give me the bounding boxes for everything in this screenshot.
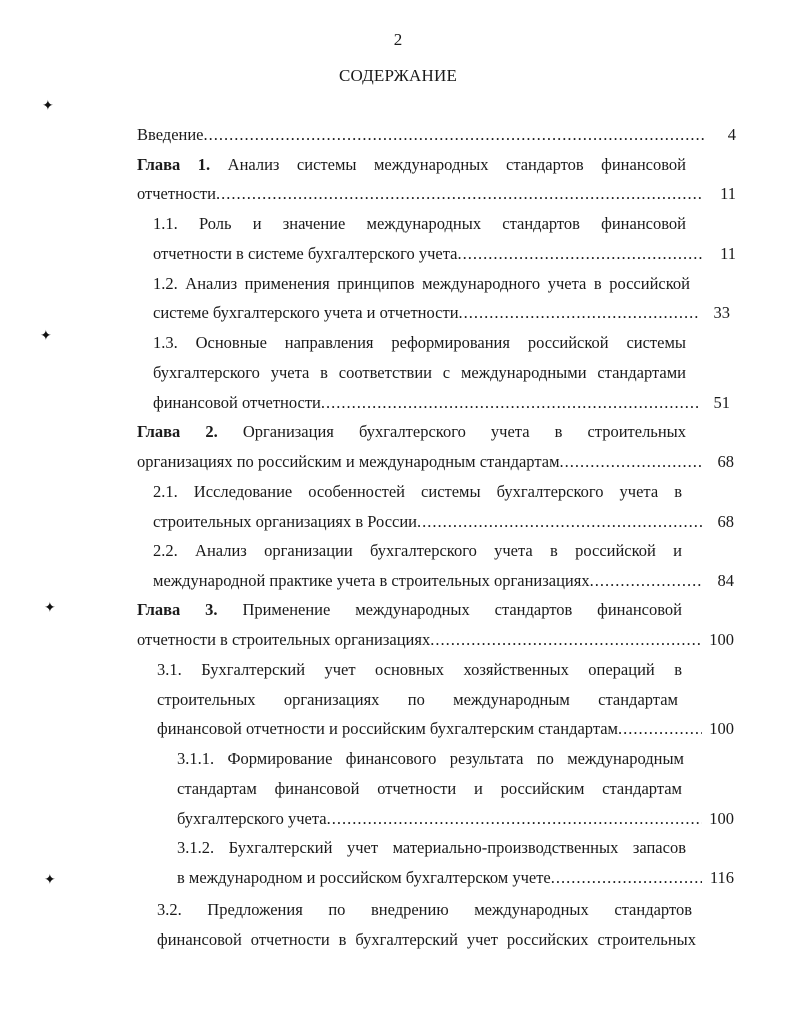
toc-label: строительных организациях по международным стандартам — [157, 690, 678, 709]
toc-label: Организация бухгалтерского учета в строительных — [242, 422, 687, 441]
toc-leader — [551, 867, 702, 889]
toc-entry-section-3-1-1-cont — [177, 778, 682, 800]
toc-entry-section-3-2-cont — [157, 929, 696, 951]
toc-entry-chapter-2-cont — [137, 451, 734, 473]
toc-label: международной практике учета в строительных организациях — [153, 571, 590, 590]
scan-mark-2: ✦ — [40, 329, 52, 344]
toc-label: бухгалтерского учета — [177, 809, 327, 828]
toc-leader — [618, 718, 702, 740]
toc-page-number: 68 — [717, 512, 734, 531]
toc-label: отчетности в строительных организациях — [137, 630, 431, 649]
toc-label: отчетности — [137, 184, 216, 203]
toc-entry-chapter-2[interactable] — [137, 421, 686, 443]
toc-label: финансовой отчетности и российским бухгалтерским стандартам — [157, 719, 619, 738]
toc-page-number: 116 — [709, 868, 734, 887]
toc-label: бухгалтерского учета в соответствии с международными стандартами — [153, 363, 686, 382]
toc-label: Введение — [137, 125, 204, 144]
toc-leader — [417, 511, 702, 533]
toc-label: финансовой отчетности в бухгалтерский учет российских строительных — [157, 930, 696, 949]
toc-leader — [590, 570, 702, 592]
toc-entry-section-2-1-cont — [153, 511, 734, 533]
toc-entry-section-1-3[interactable] — [153, 332, 686, 354]
toc-entry-chapter-1-cont — [137, 183, 736, 205]
toc-entry-section-3-1-cont — [157, 689, 678, 711]
toc-page-number: 100 — [709, 719, 734, 738]
page-title: СОДЕРЖАНИЕ — [338, 66, 458, 85]
toc-label: Применение международных стандартов финансовой — [242, 600, 683, 619]
toc-leader — [321, 392, 698, 414]
toc-label: Анализ системы международных стандартов финансовой — [227, 155, 686, 174]
toc-entry-section-3-1-1[interactable] — [177, 748, 684, 770]
toc-label: отчетности в системе бухгалтерского учета — [153, 244, 458, 263]
toc-entry-section-3-1-2-cont — [177, 867, 734, 889]
toc-page-number: 68 — [717, 452, 734, 471]
scan-mark-1: ✦ — [42, 99, 54, 114]
toc-label: 2.2. Анализ организации бухгалтерского учета в российской и — [153, 541, 682, 560]
page-number: 2 — [393, 30, 403, 49]
toc-label: организациях по российским и международным стандартам — [137, 452, 560, 471]
toc-entry-section-2-2-cont — [153, 570, 734, 592]
toc-page-number: 11 — [720, 184, 736, 203]
toc-entry-section-2-1[interactable] — [153, 481, 682, 503]
toc-label: 2.1. Исследование особенностей системы бухгалтерского учета в — [153, 482, 682, 501]
scan-mark-3: ✦ — [44, 601, 56, 616]
toc-label: финансовой отчетности — [153, 393, 321, 412]
toc-label: стандартам финансовой отчетности и российским стандартам — [177, 779, 682, 798]
toc-entry-section-1-3-cont2 — [153, 392, 730, 414]
toc-entry-section-1-1-cont — [153, 243, 736, 265]
toc-label: 1.2. Анализ применения принципов международного учета в российской — [153, 274, 690, 293]
toc-label: 3.2. Предложения по внедрению международных стандартов — [157, 900, 692, 919]
toc-page-number: 4 — [727, 125, 736, 144]
toc-entry-section-3-1-1-cont2 — [177, 808, 734, 830]
toc-entry-intro[interactable] — [137, 124, 736, 146]
toc-leader — [459, 302, 698, 324]
toc-entry-section-1-2-cont — [153, 302, 730, 324]
toc-entry-section-3-2[interactable] — [157, 899, 692, 921]
toc-page-number: 100 — [709, 630, 734, 649]
toc-entry-chapter-3-cont — [137, 629, 734, 651]
toc-label: в международном и российском бухгалтерском учете — [177, 868, 551, 887]
toc-chapter-label: Глава 2. — [137, 422, 218, 441]
toc-entry-section-1-3-cont — [153, 362, 686, 384]
toc-entry-section-3-1-2[interactable] — [177, 837, 686, 859]
toc-label: 3.1.1. Формирование финансового результата по международным — [177, 749, 684, 768]
toc-leader — [204, 124, 704, 146]
toc-entry-section-3-1[interactable] — [157, 659, 682, 681]
toc-label: 1.3. Основные направления реформирования российской системы — [153, 333, 686, 352]
toc-entry-section-1-2[interactable] — [153, 273, 690, 295]
toc-label: 3.1.2. Бухгалтерский учет материально-производственных запасов — [177, 838, 686, 857]
toc-entry-chapter-3[interactable] — [137, 599, 682, 621]
toc-leader — [327, 808, 702, 830]
toc-chapter-label: Глава 3. — [137, 600, 218, 619]
toc-chapter-label: Глава 1. — [137, 155, 211, 174]
toc-label: 1.1. Роль и значение международных стандартов финансовой — [153, 214, 686, 233]
toc-entry-section-2-2[interactable] — [153, 540, 682, 562]
toc-label: системе бухгалтерского учета и отчетности — [153, 303, 459, 322]
toc-page-number: 33 — [713, 303, 730, 322]
toc-page-number: 11 — [720, 244, 736, 263]
toc-leader — [560, 451, 702, 473]
toc-page-number: 51 — [713, 393, 730, 412]
toc-entry-section-1-1[interactable] — [153, 213, 686, 235]
toc-label: строительных организациях в России — [153, 512, 418, 531]
toc-entry-chapter-1[interactable] — [137, 154, 686, 176]
toc-entry-section-3-1-cont2 — [157, 718, 734, 740]
toc-page-number: 84 — [717, 571, 734, 590]
toc-leader — [216, 183, 704, 205]
toc-label: 3.1. Бухгалтерский учет основных хозяйственных операций в — [157, 660, 682, 679]
toc-page-number: 100 — [709, 809, 734, 828]
toc-leader — [458, 243, 705, 265]
scan-mark-4: ✦ — [44, 873, 56, 888]
toc-leader — [430, 629, 702, 651]
